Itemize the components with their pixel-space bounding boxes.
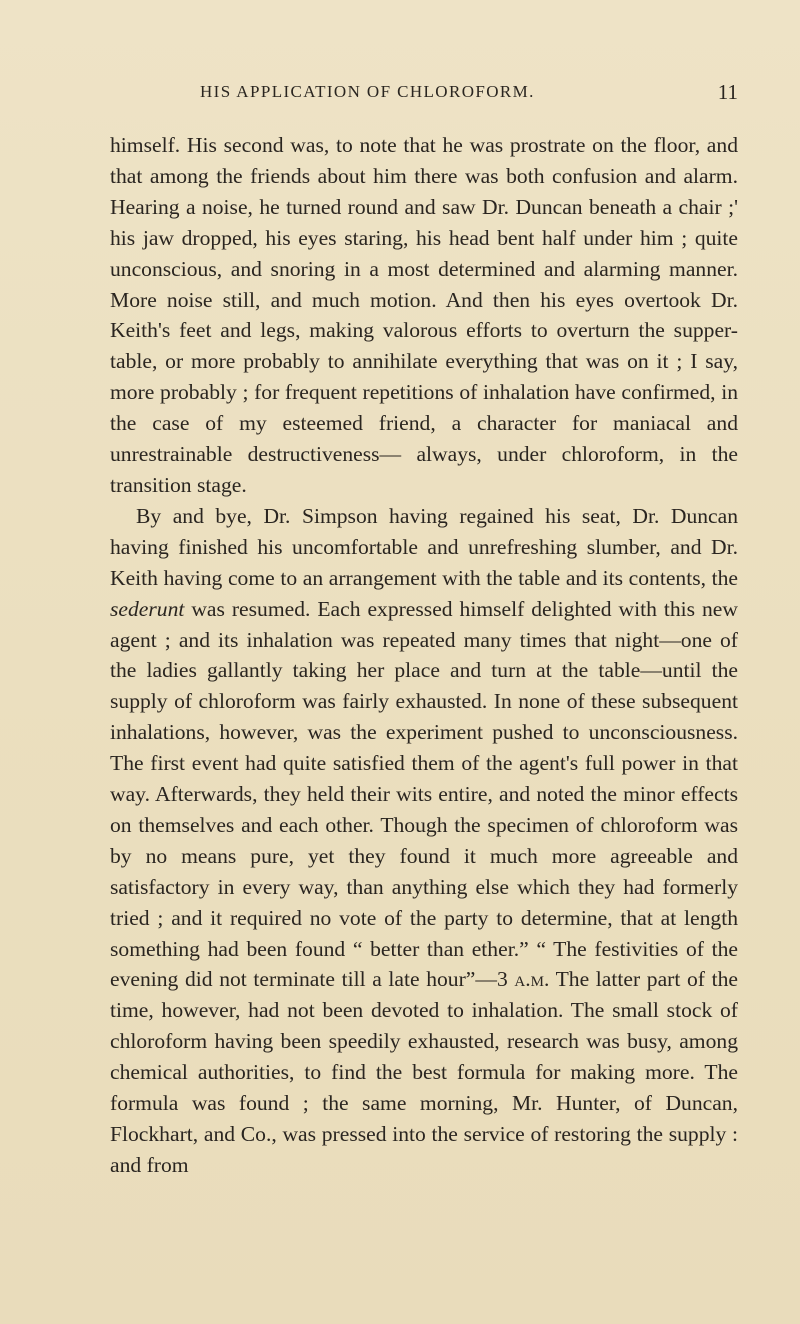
paragraph-2 — [110, 501, 738, 1181]
running-head: HIS APPLICATION OF CHLOROFORM. — [200, 82, 535, 101]
body-text — [110, 130, 738, 1181]
time-number: 3 — [496, 967, 508, 992]
italic-sederunt: sederunt — [110, 596, 185, 621]
paragraph-2-text-start: By and bye, Dr. Simpson having regained his seat, Dr. Duncan having finished his uncomfortable and unrefreshing slumber, and Dr. Keith having come to an arrangement with the table and its contents, the — [110, 503, 738, 590]
page-header — [110, 82, 740, 112]
paragraph-2-text-end: The latter part of the time, however, had not been devoted to inhalation. The small stock of chloroform having been speedily exhausted, research was busy, among chemical authorities, to find the best formula for making more. The formula was found ; the same morning, Mr. Hunter, of Duncan, Flockhart, and Co., was pressed into the service of restoring the supply : and from — [110, 967, 738, 1177]
paragraph-2-text-middle: was resumed. Each expressed himself delighted with this new agent ; and its inhalation was repeated many times that night—one of the ladies gallantly taking her place and turn at the table—until the supply of chloroform was fairly exhausted. In none of these subsequent inhalations, however, was the experiment pushed to unconsciousness. The first event had quite satisfied them of the agent's full power in that way. Afterwards, they held their wits entire, and noted the minor effects on themselves and each other. Though the specimen of chloroform was by no means pure, yet they found it much more agreeable and satisfactory in every way, than anything else which they had formerly tried ; and it required no vote of the party to determine, that at length something had been found “ better than ether.” “ The festivities of the evening did not terminate till a late hour”— — [110, 596, 738, 992]
small-caps-am: a.m. — [514, 967, 550, 992]
page-number: 11 — [717, 80, 738, 104]
paragraph-1: himself. His second was, to note that he was prostrate on the floor, and that among the friends about him there was both confusion and alarm. Hearing a noise, he turned round and saw Dr. Duncan beneath a chair ;' his jaw dropped, his eyes staring, his head bent half under him ; quite unconscious, and snoring in a most determined and alarming manner. More noise still, and much motion. And then his eyes overtook Dr. Keith's feet and legs, making valorous efforts to overturn the supper-table, or more probably to annihilate everything that was on it ; I say, more probably ; for frequent repetitions of inhalation have confirmed, in the case of my esteemed friend, a character for maniacal and unrestrainable destructiveness— always, under chloroform, in the transition stage. — [110, 133, 738, 497]
